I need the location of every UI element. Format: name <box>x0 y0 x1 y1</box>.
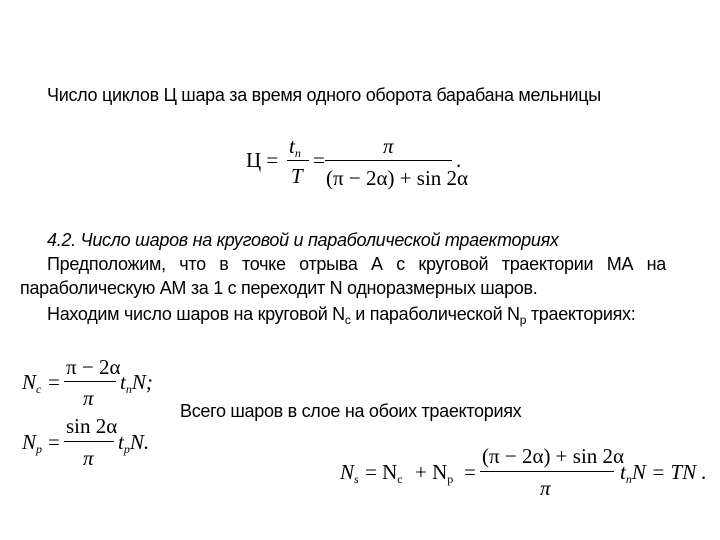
ns-sub-p: p <box>447 472 454 486</box>
np-lhs-symbol: N <box>22 430 37 454</box>
np-lhs-sub: p <box>36 442 43 456</box>
paragraph-1-line-2: параболическую АМ за 1 с переходит N одноразмерных шаров. <box>20 278 538 298</box>
nc-tail-sub: n <box>125 382 132 396</box>
intro-text: Число циклов Ц шара за время одного оборота барабана мельницы <box>47 85 601 105</box>
np-tail <box>118 430 149 461</box>
np-denominator: π <box>83 446 94 470</box>
ns-numerator: (π − 2α) + sin 2α <box>482 444 625 468</box>
paragraph-2 <box>47 303 635 331</box>
np-fraction-bar <box>64 441 114 442</box>
cycles-left-fraction-bar <box>287 160 309 161</box>
ns-tail-sub: n <box>625 472 632 486</box>
ns-fraction-bar <box>480 471 614 472</box>
nc-tail <box>120 370 153 401</box>
ns-equals: = <box>464 460 476 484</box>
section-heading: 4.2. Число шаров на круговой и параболической траекториях <box>47 230 559 250</box>
ns-tail <box>620 460 707 491</box>
nc-fraction-bar <box>64 381 116 382</box>
np-tail-sub: p <box>123 442 130 456</box>
np-lhs <box>22 430 42 461</box>
ns-lhs <box>340 460 359 491</box>
cycles-right-num: π <box>383 134 394 158</box>
ns-plus: + N <box>415 460 448 484</box>
nc-tail-t: t <box>120 370 126 394</box>
cycles-den-T: T <box>291 164 303 188</box>
intro-line <box>47 84 601 106</box>
paragraph-1-line-1: Предположим, что в точке отрыва А с круговой траектории МА на <box>47 254 666 274</box>
ns-lhs-symbol: N <box>340 460 355 484</box>
nc-numerator: π − 2α <box>66 355 121 379</box>
np-numerator: sin 2α <box>66 414 118 438</box>
ns-plus-np <box>415 460 453 491</box>
cycles-right-fraction-bar <box>325 160 452 161</box>
ns-eq-nc <box>365 460 403 491</box>
paragraph-2-middle: и параболической N <box>350 304 520 324</box>
ns-eq1: = N <box>365 460 398 484</box>
total-balls-label: Всего шаров в слое на обоих траекториях <box>180 401 522 421</box>
cycles-equals: = <box>313 148 325 172</box>
ns-sub-c: c <box>397 472 403 486</box>
paragraph-2-start: Находим число шаров на круговой N <box>47 304 345 324</box>
cycles-right-den: (π − 2α) + sin 2α <box>326 166 469 190</box>
paragraph-2-end: траекториях: <box>526 304 636 324</box>
nc-equals: = <box>48 370 60 394</box>
ns-lhs-sub: s <box>354 472 359 486</box>
nc-lhs-sub: c <box>36 382 42 396</box>
ns-tail-end: N = TN . <box>631 460 707 484</box>
cycles-num-t-sub: n <box>294 146 301 160</box>
paragraph-2-sub-c: c <box>344 313 351 327</box>
nc-lhs <box>22 370 41 401</box>
ns-denominator: π <box>540 476 551 500</box>
cycles-lhs: Ц = <box>246 148 279 172</box>
cycles-num-t-symbol: t <box>289 134 295 158</box>
nc-lhs-symbol: N <box>22 370 37 394</box>
np-equals: = <box>48 430 60 454</box>
ns-tail-t: t <box>620 460 626 484</box>
cycles-end: . <box>456 148 462 172</box>
nc-tail-end: N; <box>131 370 153 394</box>
np-tail-end: N. <box>129 430 150 454</box>
paragraph-2-sub-p: p <box>519 313 527 327</box>
np-tail-t: t <box>118 430 124 454</box>
nc-denominator: π <box>83 386 94 410</box>
